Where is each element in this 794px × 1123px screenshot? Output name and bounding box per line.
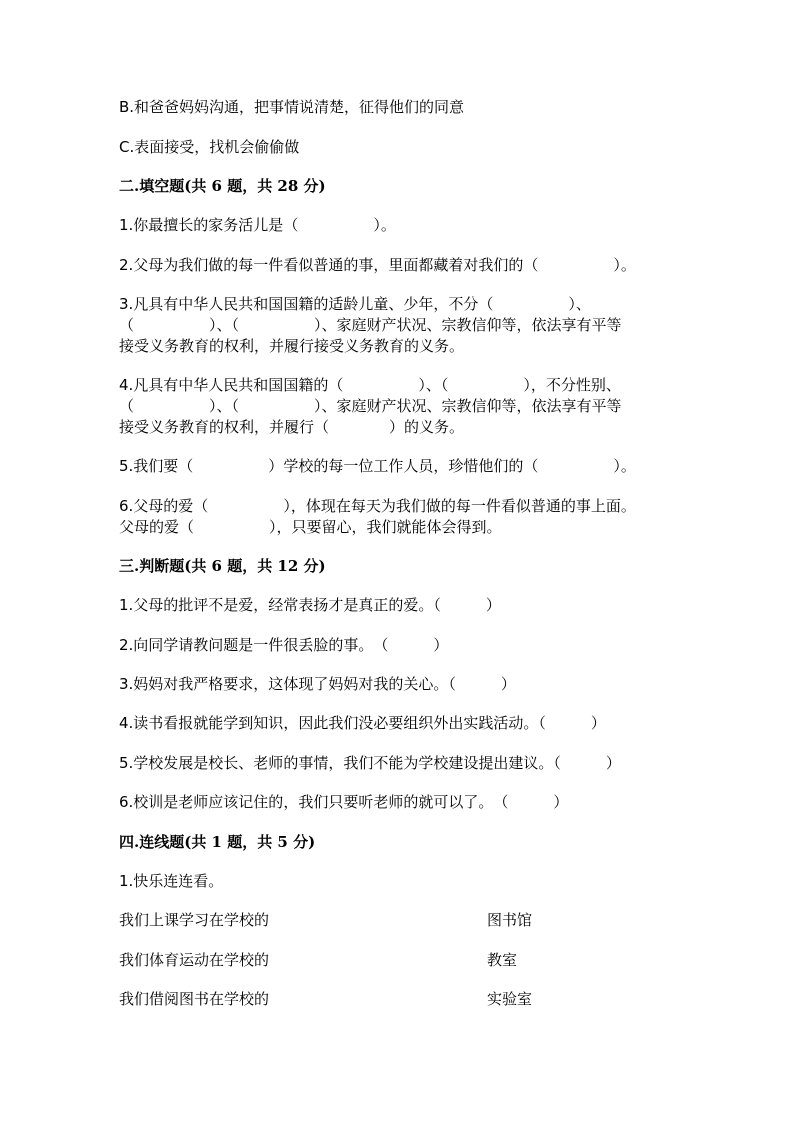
matching-question: 1.快乐连连看。 [119,872,224,890]
matching-left-item: 我们体育运动在学校的 [119,951,270,969]
fill-blank-question-3-line-3: 接受义务教育的权利，并履行接受义务教育的义务。 [119,337,465,355]
matching-left-item: 我们上课学习在学校的 [119,911,270,929]
choice-option-b: B.和爸爸妈妈沟通，把事情说清楚，征得他们的同意 [119,98,465,116]
matching-right-item: 教室 [487,951,518,969]
matching-right-item: 实验室 [487,990,533,1008]
true-false-question-2: 2.向同学请教问题是一件很丢脸的事。 （ ） [119,636,449,654]
section-heading-fill-blank: 二.填空题(共 6 题，共 28 分) [119,177,326,195]
true-false-question-6: 6.校训是老师应该记住的，我们只要听老师的就可以了。 （ ） [119,793,569,811]
matching-left-item: 我们借阅图书在学校的 [119,990,270,1008]
true-false-question-1: 1.父母的批评不是爱，经常表扬才是真正的爱。（ ） [119,596,501,614]
section-heading-true-false: 三.判断题(共 6 题，共 12 分) [119,557,326,575]
fill-blank-question-4-line-2: （ ）、（ ）、家庭财产状况、宗教信仰等，依法享有平等 [119,397,622,415]
section-heading-matching: 四.连线题(共 1 题，共 5 分) [119,833,316,851]
fill-blank-question-4-line-1: 4.凡具有中华人民共和国国籍的（ ）、（ ），不分性别、 [119,376,621,394]
choice-option-c: C.表面接受，找机会偷偷做 [119,138,300,156]
true-false-question-5: 5.学校发展是校长、老师的事情，我们不能为学校建设提出建议。（ ） [119,754,621,772]
fill-blank-question-4-line-3: 接受义务教育的权利，并履行（ ）的义务。 [119,418,465,436]
fill-blank-question-5: 5.我们要（ ）学校的每一位工作人员，珍惜他们的（ ）。 [119,457,636,475]
fill-blank-question-1: 1.你最擅长的家务活儿是（ ）。 [119,216,396,234]
fill-blank-question-6-line-2: 父母的爱（ ），只要留心，我们就能体会得到。 [119,518,502,536]
true-false-question-3: 3.妈妈对我严格要求，这体现了妈妈对我的关心。（ ） [119,675,516,693]
fill-blank-question-6-line-1: 6.父母的爱（ ），体现在每天为我们做的每一件看似普通的事上面。 [119,497,636,515]
fill-blank-question-3-line-1: 3.凡具有中华人民共和国国籍的适龄儿童、少年，不分（ ）、 [119,295,591,313]
fill-blank-question-2: 2.父母为我们做的每一件看似普通的事，里面都藏着对我们的（ ）。 [119,256,636,274]
fill-blank-question-3-line-2: （ ）、（ ）、家庭财产状况、宗教信仰等，依法享有平等 [119,316,622,334]
true-false-question-4: 4.读书看报就能学到知识，因此我们没必要组织外出实践活动。（ ） [119,714,606,732]
matching-right-item: 图书馆 [487,911,533,929]
